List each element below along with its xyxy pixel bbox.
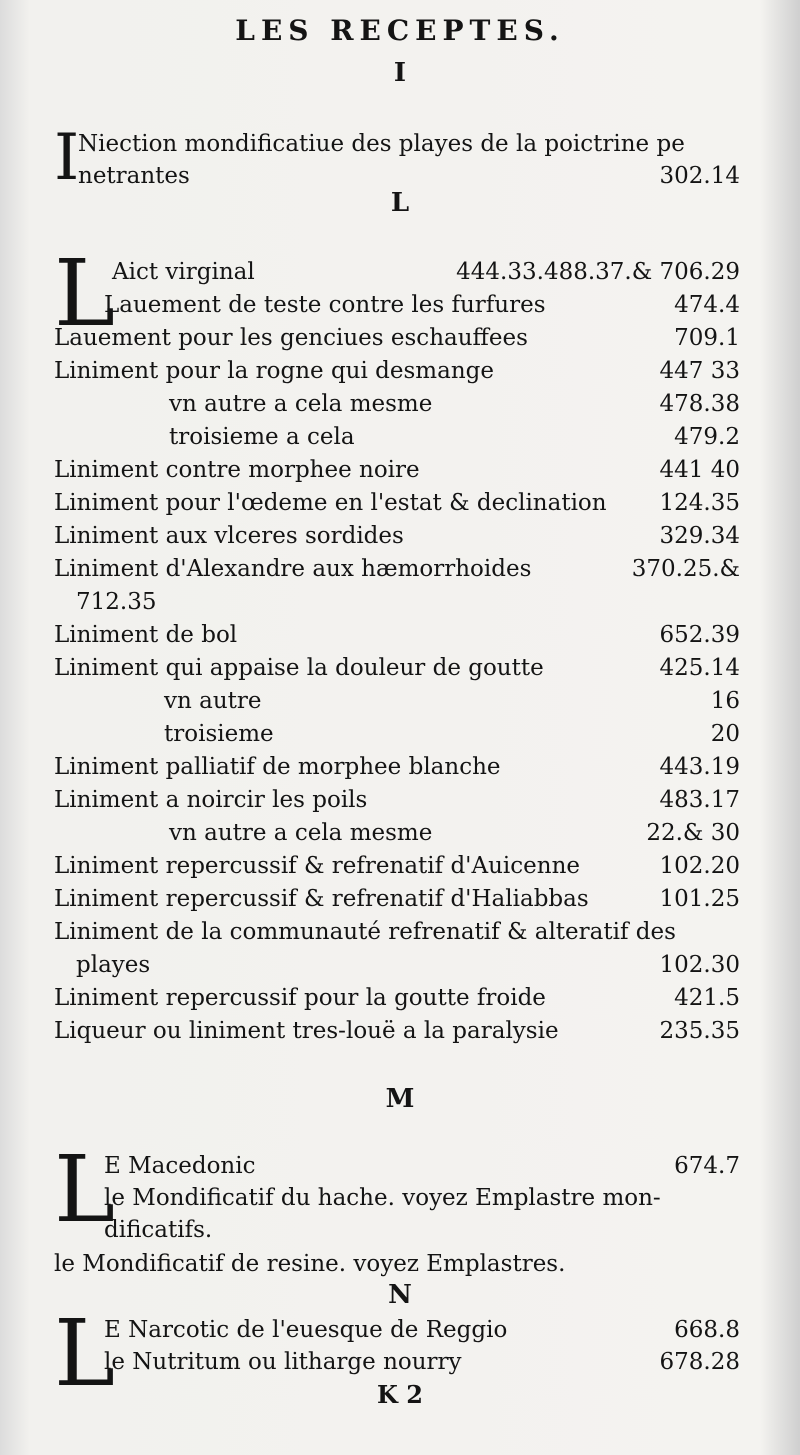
section-letter-i: I — [393, 58, 407, 88]
index-entry: Liniment repercussif & refrenatif d'Haliabbas 101.25 — [54, 886, 740, 912]
index-entry: Liniment qui appaise la douleur de goutte 425.14 — [54, 655, 740, 681]
drop-cap-l: L — [54, 240, 116, 347]
index-entry: Lauement pour les genciues eschauffees 709.1 — [54, 325, 740, 351]
index-entry: Liniment repercussif pour la goutte froide 421.5 — [54, 985, 740, 1011]
running-head: LES RECEPTES. — [235, 14, 565, 47]
index-entry: vn autre 16 — [164, 688, 740, 714]
index-entry: Niection mondificatiue des playes de la poictrine pe — [78, 131, 685, 157]
index-entry: E Narcotic de l'euesque de Reggio 668.8 — [104, 1317, 740, 1343]
index-entry: vn autre a cela mesme 478.38 — [169, 391, 740, 417]
index-entry: le Mondificatif du hache. voyez Emplastre mon- — [104, 1185, 661, 1211]
index-entry: Aict virginal 444.33.488.37.& 706.29 — [112, 259, 740, 285]
index-entry: playes 102.30 — [76, 952, 740, 978]
index-entry: Liniment de bol 652.39 — [54, 622, 740, 648]
index-entry: Liniment pour la rogne qui desmange 447 33 — [54, 358, 740, 384]
index-entry: E Macedonic 674.7 — [104, 1153, 740, 1179]
index-entry: le Mondificatif de resine. voyez Emplastres. — [54, 1251, 566, 1277]
index-entry: Liniment a noircir les poils 483.17 — [54, 787, 740, 813]
section-letter-l: L — [390, 188, 410, 218]
index-entry: dificatifs. — [104, 1217, 213, 1243]
index-entry: Liniment repercussif & refrenatif d'Auicenne 102.20 — [54, 853, 740, 879]
signature-mark: K 2 — [377, 1380, 423, 1409]
drop-cap-m: L — [54, 1136, 116, 1243]
index-entry: netrantes 302.14 — [78, 163, 740, 189]
index-entry: vn autre a cela mesme 22.& 30 — [169, 820, 740, 846]
section-letter-m: M — [385, 1084, 415, 1114]
index-entry: troisieme a cela 479.2 — [169, 424, 740, 450]
index-entry: 712.35 — [76, 589, 157, 615]
drop-cap-i: I — [54, 121, 80, 195]
index-entry: Lauement de teste contre les furfures 474.4 — [104, 292, 740, 318]
index-entry: Liniment de la communauté refrenatif & alteratif des — [54, 919, 676, 945]
index-entry: Liniment contre morphee noire 441 40 — [54, 457, 740, 483]
index-entry: Liniment d'Alexandre aux hæmorrhoides 370.25.& — [54, 556, 740, 582]
index-entry: le Nutritum ou litharge nourry 678.28 — [104, 1349, 740, 1375]
index-entry: Liniment pour l'œdeme en l'estat & declination 124.35 — [54, 490, 740, 516]
section-letter-n: N — [388, 1280, 412, 1310]
index-entry: troisieme 20 — [164, 721, 740, 747]
drop-cap-n: L — [54, 1300, 116, 1407]
index-entry: Liqueur ou liniment tres-louë a la paralysie 235.35 — [54, 1018, 740, 1044]
index-entry: Liniment aux vlceres sordides 329.34 — [54, 523, 740, 549]
index-entry: Liniment palliatif de morphee blanche 443.19 — [54, 754, 740, 780]
